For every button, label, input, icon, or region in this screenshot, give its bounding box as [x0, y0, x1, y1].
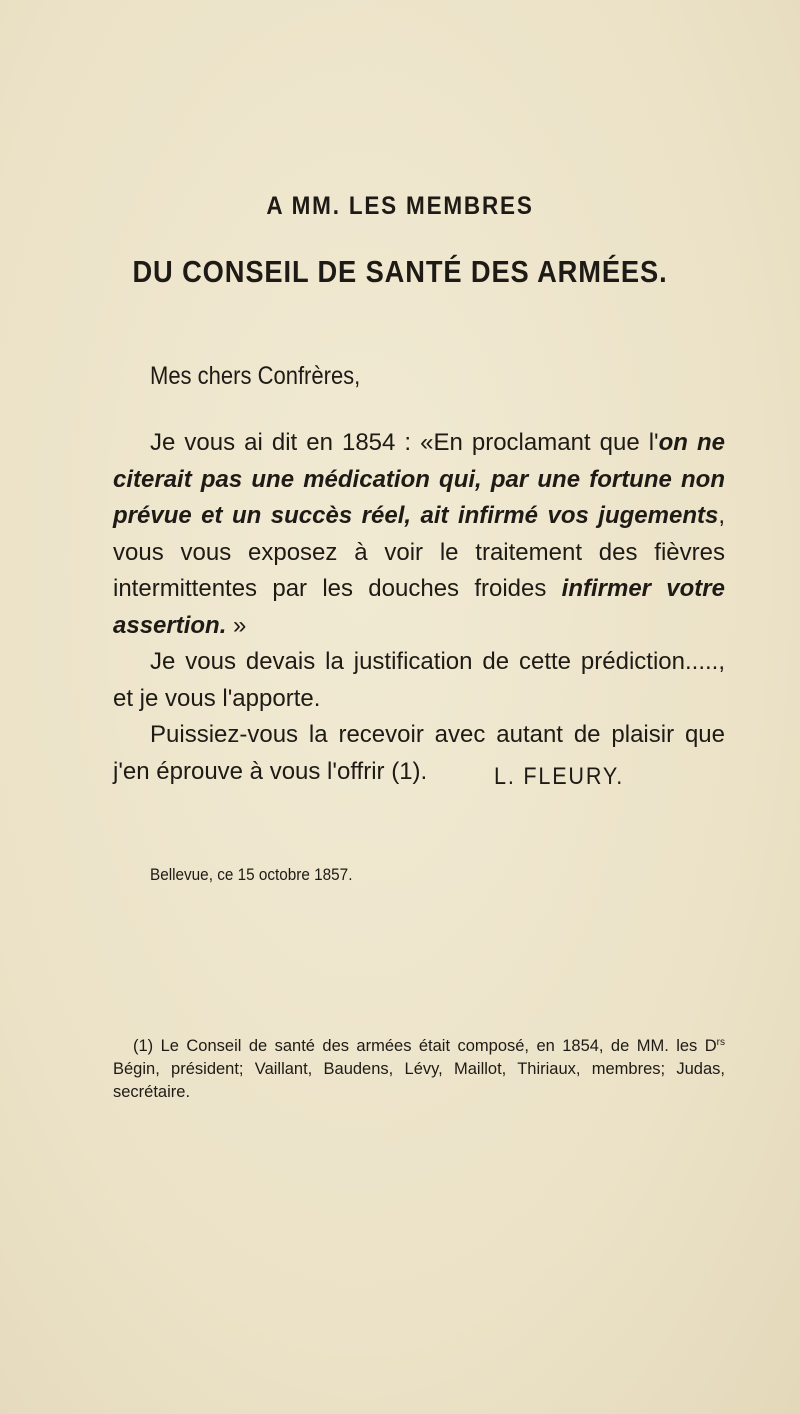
paragraph-1-italic-quote: on ne citerait pas une médication qui, par une fortune non prévue et un succès réel, ait infirmé vos jugements: [113, 429, 725, 529]
footnote-text-b: Bégin, président; Vaillant, Baudens, Lévy, Maillot, Thiriaux, membres; Judas, secrétaire.: [113, 1060, 725, 1101]
signature: L. FLEURY.: [494, 763, 625, 790]
paragraph-1-text-b: , vous vous exposez à voir le traitement des fièvres intermittentes par les douches froides: [113, 502, 725, 602]
letter-paragraph-2: Je vous devais la justification de cette prédiction....., et je vous l'apporte.: [113, 648, 725, 712]
paragraph-1-italic-assertion: infirmer votre assertion.: [113, 575, 725, 639]
salutation: Mes chers Confrères,: [150, 362, 361, 390]
letter-paragraph-1: [113, 425, 725, 644]
footnote-text-a: (1) Le Conseil de santé des armées était composé, en 1854, de MM. les D: [133, 1037, 717, 1055]
letter-body: [113, 425, 725, 790]
paragraph-1-text-c: »: [226, 611, 247, 639]
paragraph-1-text-a: Je vous ai dit en 1854 : «En proclamant que l': [150, 429, 659, 456]
dedication-heading-line1: A MM. LES MEMBRES: [266, 192, 534, 220]
letter-paragraph-3: Puissiez-vous la recevoir avec autant de plaisir que j'en éprouve à vous l'offrir (1).: [113, 721, 725, 785]
footnote-superscript: rs: [716, 1037, 725, 1048]
place-date: Bellevue, ce 15 octobre 1857.: [150, 865, 353, 884]
footnote: [113, 1035, 725, 1104]
dedication-heading-line2: DU CONSEIL DE SANTÉ DES ARMÉES.: [132, 254, 668, 289]
footnote-text: [113, 1035, 725, 1104]
